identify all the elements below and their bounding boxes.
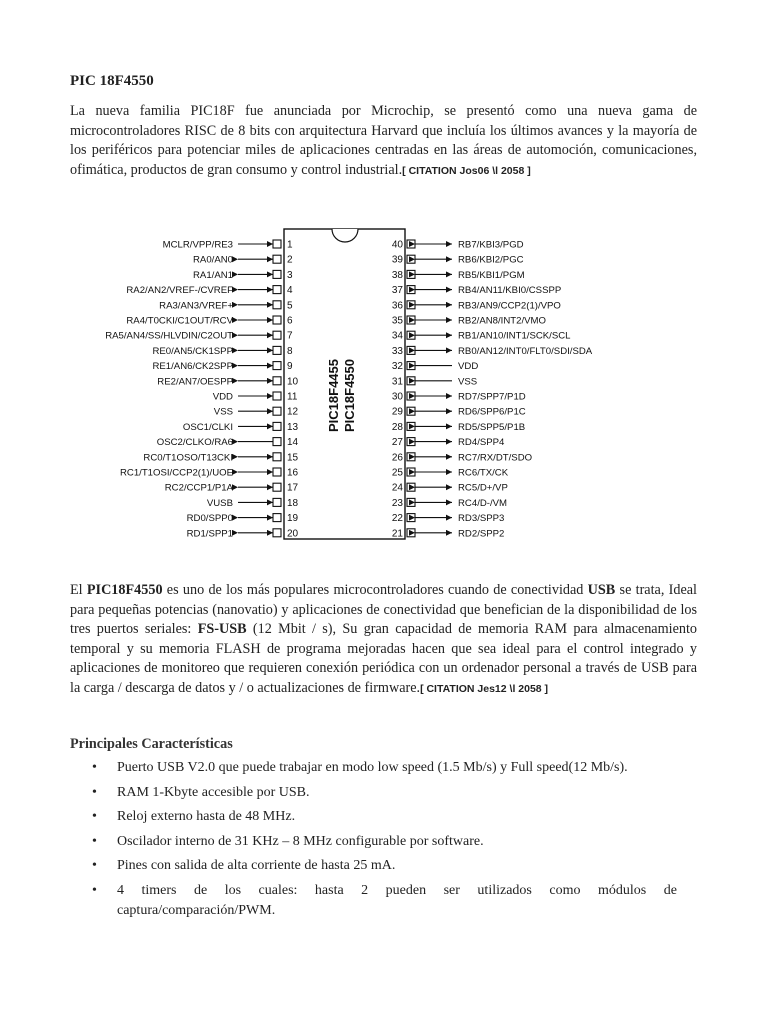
pin-label: RD1/SPP1: [186, 528, 233, 540]
pin-13: [183, 422, 299, 433]
pin-pad: [273, 316, 281, 324]
pin-pad: [407, 377, 415, 385]
pin-14: [157, 437, 299, 448]
bullet: •: [92, 858, 97, 874]
pin-pad: [273, 377, 281, 385]
pin-label: RC2/CCP1/P1A: [164, 482, 233, 494]
pin-16: [120, 468, 299, 479]
chip-label-2: PIC18F4550: [342, 359, 357, 432]
pin-number: 6: [287, 315, 293, 327]
pin-number: 7: [287, 330, 293, 342]
pin-20: [187, 528, 299, 539]
pin-pad: [407, 407, 415, 415]
pin-number: 34: [391, 330, 403, 342]
pin-pad: [407, 362, 415, 370]
pin-34: [392, 331, 571, 342]
pin-label: RC4/D-/VM: [458, 497, 508, 509]
page-title: PIC 18F4550: [70, 73, 154, 89]
pin-label: RB3/AN9/CCP2(1)/VPO: [458, 300, 561, 312]
pins-right: [392, 240, 593, 540]
pin-number: 13: [287, 421, 299, 433]
pin-10: [157, 376, 298, 387]
pin-label: RB5/KBI1/PGM: [458, 269, 525, 281]
bullet: •: [92, 760, 97, 775]
pin-pad: [273, 514, 281, 522]
pin-pad: [273, 301, 281, 309]
pin-pad: [407, 255, 415, 263]
pin-4: [126, 285, 293, 296]
pin-label: RB2/AN8/INT2/VMO: [458, 315, 546, 327]
pin-number: 24: [391, 482, 403, 494]
pin-number: 23: [391, 497, 403, 509]
pin-number: 18: [287, 497, 299, 509]
pin-number: 5: [287, 300, 293, 312]
pin-label: RA1/AN1: [193, 269, 233, 281]
pin-label: RC1/T1OSI/CCP2(1)/UOE: [119, 467, 233, 479]
pin-label: VUSB: [206, 497, 233, 509]
p2-citation: [ CITATION Jes12 \l 2058 ]: [420, 682, 549, 695]
bullet: •: [92, 882, 97, 898]
pin-26: [392, 452, 532, 463]
pin-number: 15: [287, 452, 299, 464]
pin-pad: [407, 468, 415, 476]
pin-pad: [407, 438, 415, 446]
pin-pad: [273, 483, 281, 491]
pin-pad: [407, 240, 415, 248]
pin-number: 12: [287, 406, 299, 418]
pin-pad: [407, 316, 415, 324]
p2-text-1: El: [70, 582, 87, 598]
pin-pad: [407, 392, 415, 400]
p2-bold-usb: USB: [587, 582, 616, 598]
list-item: [70, 758, 697, 778]
pin-35: [392, 316, 546, 327]
pin-number: 27: [391, 437, 403, 449]
pin-28: [392, 422, 525, 433]
bullet: •: [92, 833, 97, 849]
pin-label: MCLR/VPP/RE3: [162, 239, 233, 251]
pin-number: 2: [287, 254, 293, 266]
pin-number: 26: [391, 452, 403, 464]
pins-left: [105, 240, 298, 540]
pin-21: [392, 528, 505, 539]
pin-pad: [407, 498, 415, 506]
pin-38: [392, 270, 525, 281]
pin-label: RC6/TX/CK: [458, 467, 509, 479]
pin-label: VDD: [458, 361, 479, 373]
pin-pad: [273, 392, 281, 400]
pin-number: 38: [391, 269, 403, 281]
p2-bold-fsusb: FS-USB: [197, 621, 247, 638]
pin-pad: [273, 286, 281, 294]
pin-label: RD7/SPP7/P1D: [458, 391, 526, 403]
pin-label: RB6/KBI2/PGC: [458, 254, 524, 266]
pin-number: 28: [391, 421, 403, 433]
pin-19: [187, 513, 299, 524]
pin-label: RA2/AN2/VREF-/CVREF: [126, 285, 233, 297]
pin-label: OSC1/CLKI: [182, 421, 233, 433]
pin-pad: [273, 240, 281, 248]
p2-text-4: (12 Mbit / s), Su gran capacidad de memoria RAM para almacenamiento temporal y su memoria FLASH de programa mejoradas hacen que sea ideal para el control integrado y aplicaciones de monitoreo que requieren conexión periódica con un ordenador personal a través de USB para la carga / descarga de datos y / o actualizaciones de firmware.: [70, 621, 698, 696]
pin-number: 4: [287, 285, 293, 297]
pin-number: 39: [391, 254, 403, 266]
pin-pad: [407, 514, 415, 522]
intro-paragraph: [70, 102, 697, 181]
pin-7: [105, 331, 293, 342]
pin-pad: [407, 453, 415, 461]
pin-label: RE2/AN7/OESPP: [157, 376, 233, 388]
pin-number: 14: [287, 437, 299, 449]
pin-pad: [273, 407, 281, 415]
pin-label: RA0/AN0: [193, 254, 233, 266]
pin-pad: [273, 498, 281, 506]
bullet: •: [92, 809, 97, 825]
pin-label: RD6/SPP6/P1C: [458, 406, 526, 418]
pin-number: 19: [287, 513, 299, 525]
pin-40: [392, 240, 524, 251]
pin-pad: [273, 255, 281, 263]
list-item-text: Pines con salida de alta corriente de hasta 25 mA.: [117, 858, 396, 874]
pin-pad: [407, 422, 415, 430]
list-item-text: Reloj externo hasta de 48 MHz.: [117, 809, 296, 825]
list-item: [70, 856, 697, 876]
pin-number: 22: [391, 513, 403, 525]
pin-5: [159, 300, 293, 311]
pin-label: RD2/SPP2: [458, 528, 505, 540]
pin-label: VDD: [212, 391, 233, 403]
pin-number: 40: [391, 239, 403, 251]
pin-pad: [407, 301, 415, 309]
pin-label: RB1/AN10/INT1/SCK/SCL: [458, 330, 571, 342]
pin-25: [392, 468, 509, 479]
pin-label: RA3/AN3/VREF+: [159, 300, 233, 312]
pin-8: [152, 346, 293, 357]
pin-pad: [407, 286, 415, 294]
pin-number: 31: [391, 376, 403, 388]
pin-15: [143, 452, 298, 463]
p2-bold-model: PIC18F4550: [86, 582, 163, 598]
pin-label: RD4/SPP4: [458, 437, 505, 449]
list-item-text: RAM 1-Kbyte accesible por USB.: [117, 784, 310, 800]
pin-pad: [407, 483, 415, 491]
pin-number: 35: [391, 315, 403, 327]
pin-6: [126, 316, 293, 327]
pin-label: RC7/RX/DT/SDO: [458, 452, 533, 464]
pin-pad: [273, 468, 281, 476]
pin-pad: [273, 438, 281, 446]
list-item-text: Puerto USB V2.0 que puede trabajar en modo low speed (1.5 Mb/s) y Full speed(12 Mb/s).: [117, 760, 628, 775]
pin-pad: [407, 346, 415, 354]
description-paragraph: [70, 581, 697, 700]
pin-30: [392, 392, 526, 403]
pin-pad: [407, 331, 415, 339]
pin-2: [193, 255, 293, 266]
pin-label: RC0/T1OSO/T13CKI: [143, 452, 233, 464]
pin-label: RB7/KBI3/PGD: [458, 239, 524, 251]
pin-number: 3: [287, 269, 293, 281]
pin-36: [392, 300, 561, 311]
pin-number: 1: [287, 239, 293, 251]
pin-pad: [273, 529, 281, 537]
pin-number: 16: [287, 467, 299, 479]
list-item: [70, 807, 697, 827]
chip-label-1: PIC18F4455: [326, 359, 341, 432]
pin-3: [193, 270, 293, 281]
pin-17: [165, 483, 299, 494]
pin-label: RE1/AN6/CK2SPP: [152, 361, 233, 373]
pin-label: RB4/AN11/KBI0/CSSPP: [458, 285, 562, 297]
pin-pad: [273, 422, 281, 430]
pin-label: RA4/T0CKI/C1OUT/RCV: [126, 315, 233, 327]
list-item: [70, 881, 697, 920]
pin-33: [392, 346, 593, 357]
pin-29: [392, 407, 526, 418]
pin-label: RA5/AN4/SS/HLVDIN/C2OUT: [105, 330, 233, 342]
pin-number: 20: [287, 528, 299, 540]
pin-label: RD3/SPP3: [458, 513, 505, 525]
pin-label: OSC2/CLKO/RA6: [156, 437, 233, 449]
pin-number: 10: [287, 376, 299, 388]
pin-1: [163, 240, 293, 251]
pin-pad: [273, 270, 281, 278]
pin-22: [392, 513, 505, 524]
pin-9: [152, 361, 293, 372]
list-item-text: 4 timers de los cuales: hasta 2 pueden ser utilizados como módulos de: [117, 882, 677, 898]
section-title: Principales Características: [70, 736, 233, 752]
pin-23: [392, 498, 507, 509]
p2-text-2: es uno de los más populares microcontroladores cuando de conectividad: [162, 582, 588, 598]
pin-number: 33: [391, 345, 403, 357]
list-item: [70, 832, 697, 852]
pin-pad: [273, 362, 281, 370]
pin-number: 32: [391, 361, 403, 373]
pin-24: [392, 483, 508, 494]
pin-37: [392, 285, 561, 296]
pin-27: [392, 437, 505, 448]
intro-text: La nueva familia PIC18F fue anunciada por Microchip, se presentó como una nueva gama de microcontroladores RISC de 8 bits con arquitectura Harvard que incluía los últimos avances y la mayoría de los periféricos para potenciar miles de aplicaciones centradas en las áreas de automoción, comunicaciones, ofimática, productos de gran consumo y control industrial.: [70, 103, 697, 178]
pin-pad: [407, 270, 415, 278]
pin-label: RD5/SPP5/P1B: [458, 421, 526, 433]
pin-label: RB0/AN12/INT0/FLT0/SDI/SDA: [458, 345, 593, 357]
features-list: [70, 758, 697, 925]
pin-number: 29: [391, 406, 403, 418]
list-item: [70, 783, 697, 803]
pin-pad: [407, 529, 415, 537]
pin-39: [392, 255, 524, 266]
pin-label: RD0/SPP0: [186, 513, 233, 525]
pin-pad: [273, 346, 281, 354]
pin-pad: [273, 453, 281, 461]
pin-label: VSS: [213, 406, 233, 418]
pin-number: 8: [287, 345, 293, 357]
list-item-text-cont: captura/comparación/PWM.: [117, 902, 276, 918]
pin-number: 30: [391, 391, 403, 403]
pin-pad: [273, 331, 281, 339]
pin-number: 9: [287, 361, 293, 373]
pin-number: 25: [391, 467, 403, 479]
bullet: •: [92, 784, 97, 800]
pin-number: 37: [391, 285, 403, 297]
pin-number: 17: [287, 482, 299, 494]
pin-number: 21: [391, 528, 403, 540]
p2-text-3: se trata, Ideal para pequeñas potencias (nanovatio) y aplicaciones de conectividad que benefician de la disponibilidad de los tres puertos seriales:: [70, 582, 697, 638]
pin-label: VSS: [458, 376, 478, 388]
pin-number: 11: [287, 391, 298, 403]
pin-label: RE0/AN5/CK1SPP: [152, 345, 233, 357]
pin-label: RC5/D+/VP: [458, 482, 508, 494]
pin-number: 36: [391, 300, 403, 312]
list-item-text: Oscilador interno de 31 KHz – 8 MHz configurable por software.: [117, 833, 484, 849]
intro-citation: [ CITATION Jos06 \l 2058 ]: [402, 164, 531, 177]
